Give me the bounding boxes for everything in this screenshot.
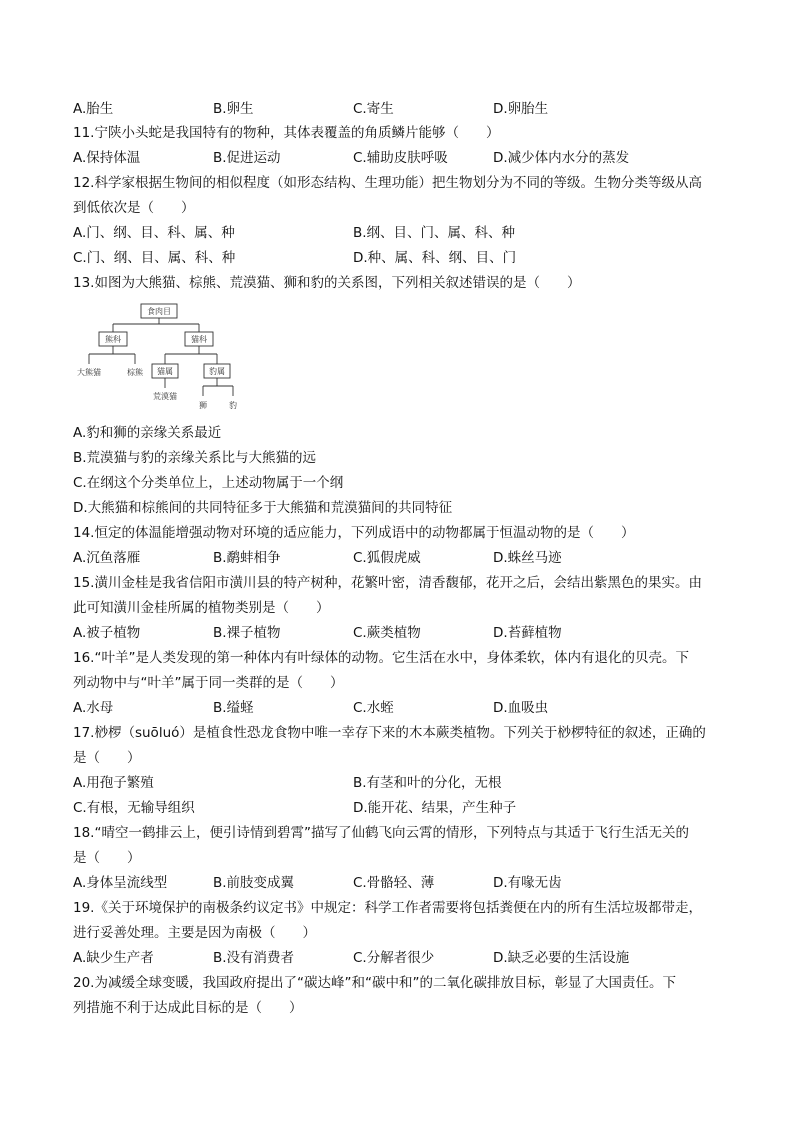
classification-tree-diagram — [73, 302, 243, 416]
species-leopard-label: 豹 — [229, 401, 237, 410]
order-label: 食肉目 — [147, 307, 171, 316]
q12-stem-line1: 12.科学家根据生物间的相似程度（如形态结构、生理功能）把生物划分为不同的等级。生物分类等级从高 — [73, 175, 702, 191]
q13-option-c: C.在纲这个分类单位上，上述动物属于一个纲 — [73, 475, 344, 491]
q19-option-a: A.缺少生产者 — [73, 950, 154, 966]
species-brown-bear-label: 棕熊 — [127, 368, 143, 377]
q19-stem-line1: 19.《关于环境保护的南极条约议定书》中规定：科学工作者需要将包括粪便在内的所有生活垃圾都带走， — [73, 900, 702, 916]
q19-stem-line2: 进行妥善处理。主要是因为南极（ ） — [73, 925, 316, 941]
q16-option-d: D.血吸虫 — [493, 700, 549, 716]
q15-option-d: D.苔藓植物 — [493, 625, 562, 641]
q12-option-a: A.门、纲、目、科、属、种 — [73, 225, 235, 241]
q10-option-b: B.卵生 — [213, 101, 254, 117]
q18-option-b: B.前肢变成翼 — [213, 875, 295, 891]
q12-option-d: D.种、属、科、纲、目、门 — [353, 250, 517, 266]
q18-stem-line1: 18.“晴空一鹤排云上，便引诗情到碧霄”描写了仙鹤飞向云霄的情形，下列特点与其适于飞行生活无关的 — [73, 825, 689, 841]
genus-panthera-label: 豹属 — [209, 367, 225, 376]
family-bear-label: 熊科 — [105, 335, 121, 344]
q13-option-b: B.荒漠猫与豹的亲缘关系比与大熊猫的远 — [73, 450, 317, 466]
q14-stem: 14.恒定的体温能增强动物对环境的适应能力，下列成语中的动物都属于恒温动物的是（ ） — [73, 525, 635, 541]
q19-option-d: D.缺乏必要的生活设施 — [493, 950, 630, 966]
q18-stem-line2: 是（ ） — [73, 850, 141, 866]
q12-option-c: C.门、纲、目、属、科、种 — [73, 250, 236, 266]
q16-stem-line1: 16.“叶羊”是人类发现的第一种体内有叶绿体的动物。它生活在水中，身体柔软，体内有退化的贝壳。下 — [73, 650, 689, 666]
q15-stem-line2: 此可知潢川金桂所属的植物类别是（ ） — [73, 600, 330, 616]
q16-option-a: A.水母 — [73, 700, 114, 716]
q11-option-c: C.辅助皮肤呼吸 — [353, 150, 448, 166]
species-panda-label: 大熊猫 — [77, 368, 101, 377]
q14-option-b: B.鹬蚌相争 — [213, 550, 281, 566]
q15-option-a: A.被子植物 — [73, 625, 141, 641]
q12-stem-line2: 到低依次是（ ） — [73, 200, 195, 216]
species-desert-cat-label: 荒漠猫 — [153, 392, 177, 401]
q18-option-a: A.身体呈流线型 — [73, 875, 168, 891]
q11-option-d: D.减少体内水分的蒸发 — [493, 150, 630, 166]
q13-stem: 13.如图为大熊猫、棕熊、荒漠猫、狮和豹的关系图，下列相关叙述错误的是（ ） — [73, 275, 581, 291]
q11-stem: 11.宁陕小头蛇是我国特有的物种，其体表覆盖的角质鳞片能够（ ） — [73, 125, 500, 141]
q19-option-b: B.没有消费者 — [213, 950, 295, 966]
q10-option-c: C.寄生 — [353, 101, 394, 117]
q17-option-a: A.用孢子繁殖 — [73, 775, 154, 791]
q11-option-a: A.保持体温 — [73, 150, 141, 166]
q17-option-c: C.有根，无输导组织 — [73, 800, 195, 816]
q16-stem-line2: 列动物中与“叶羊”属于同一类群的是（ ） — [73, 675, 344, 691]
q12-option-b: B.纲、目、门、属、科、种 — [353, 225, 516, 241]
q14-option-c: C.狐假虎威 — [353, 550, 421, 566]
genus-felis-label: 猫属 — [157, 367, 173, 376]
q20-stem-line1: 20.为减缓全球变暖，我国政府提出了“碳达峰”和“碳中和”的二氧化碳排放目标，彰显了大国责任。下 — [73, 975, 676, 991]
q15-stem-line1: 15.潢川金桂是我省信阳市潢川县的特产树种，花繁叶密，清香馥郁，花开之后，会结出紫黑色的果实。由 — [73, 575, 702, 591]
q20-stem-line2: 列措施不利于达成此目标的是（ ） — [73, 1000, 303, 1016]
q15-option-b: B.裸子植物 — [213, 625, 281, 641]
q17-stem-line2: 是（ ） — [73, 750, 141, 766]
q16-option-b: B.缢蛏 — [213, 700, 254, 716]
q10-option-d: D.卵胎生 — [493, 101, 549, 117]
q17-option-d: D.能开花、结果，产生种子 — [353, 800, 517, 816]
q17-stem-line1: 17.桫椤（suōluó）是植食性恐龙食物中唯一幸存下来的木本蕨类植物。下列关于桫椤特征的叙述，正确的 — [73, 725, 706, 741]
q11-option-b: B.促进运动 — [213, 150, 281, 166]
q17-option-b: B.有茎和叶的分化，无根 — [353, 775, 502, 791]
q19-option-c: C.分解者很少 — [353, 950, 435, 966]
q16-option-c: C.水蛭 — [353, 700, 394, 716]
q18-option-d: D.有喙无齿 — [493, 875, 562, 891]
q14-option-a: A.沉鱼落雁 — [73, 550, 141, 566]
q15-option-c: C.蕨类植物 — [353, 625, 421, 641]
q13-option-a: A.豹和狮的亲缘关系最近 — [73, 425, 222, 441]
q10-option-a: A.胎生 — [73, 101, 114, 117]
species-lion-label: 狮 — [199, 401, 207, 410]
q14-option-d: D.蛛丝马迹 — [493, 550, 562, 566]
q13-option-d: D.大熊猫和棕熊间的共同特征多于大熊猫和荒漠猫间的共同特征 — [73, 500, 453, 516]
q18-option-c: C.骨骼轻、薄 — [353, 875, 435, 891]
family-cat-label: 猫科 — [191, 335, 207, 344]
